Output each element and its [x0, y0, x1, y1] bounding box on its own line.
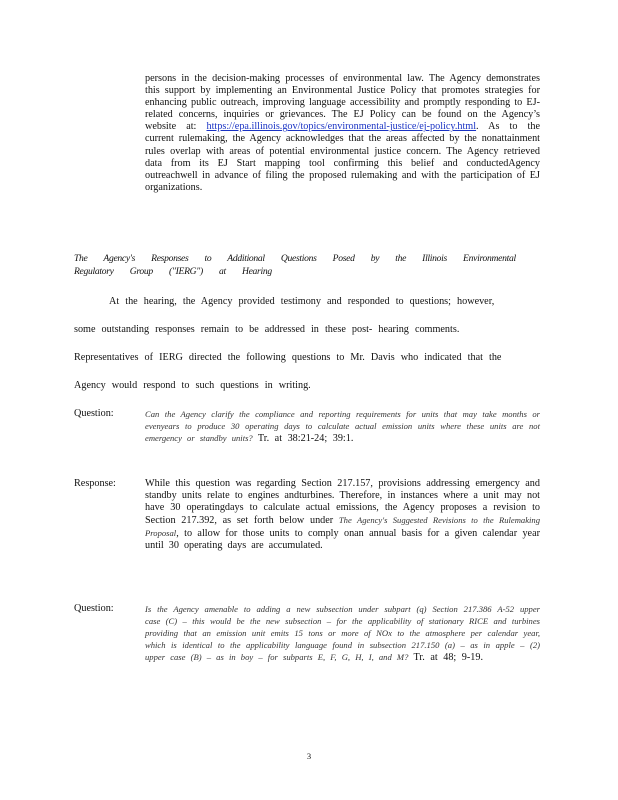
- intro-text-2: . As to the current rulemaking, the Agency acknowledges that the areas affected by the nonattainment rules overlap with areas of potential environmental justice concern. The Agency retrieved data from its EJ Start mapping tool confirming this belief and conductedAgency outreachwell in advance of filing the proposed rulemaking and with the participation of EJ organizations.: [145, 121, 540, 193]
- question-2-text: [145, 603, 540, 664]
- ej-policy-link[interactable]: https://epa.illinois.gov/topics/environmental-justice/ej-policy.html: [206, 121, 477, 133]
- heading-line-2: Regulatory Group ("IERG") at Hearing: [74, 265, 272, 277]
- section-heading: [74, 253, 544, 278]
- question-2-transcript-ref: Tr. at 48; 9-19.: [413, 652, 484, 664]
- response-1-body-b: , to allow for those units to comply onan annual basis for a given calendar year until 30 operating days are accumulated.: [145, 528, 540, 552]
- response-1-body-a: While this question was regarding Section 217.157, provisions addressing emergency and standby units relate to engines andturbines. Therefore, in instances where a unit may not have 30 operatingdays to calculate actual emissions, the Agency proposes a revision to Section 217.392, as set forth below under: [145, 478, 540, 527]
- question-2-label: Question:: [74, 603, 114, 614]
- intro-paragraph: [145, 73, 540, 194]
- response-1-text: [145, 478, 540, 553]
- response-1-label: Response:: [74, 478, 116, 489]
- page-number: 3: [306, 751, 312, 761]
- question-1-body: Can the Agency clarify the compliance and reporting requirements for units that may take months or evenyears to produce 30 operating days to calculate actual emission units where these units are not emergency or standby units?: [145, 409, 540, 444]
- body-line-4: Agency would respond to such questions in writing.: [74, 380, 311, 391]
- question-2-body: Is the Agency amenable to adding a new subsection under subpart (q) Section 217.386 A-52 upper case (C) – this would be the new subsection – for the applicability of stationary RICE and turbines providing that an emission unit emits 15 tons or more of NOx to the atmosphere per calendar year, which is identical to the applicability language found in subsection 217.150 (a) – as in apple – (2) upper case (B) – as in boy – for subparts E, F, G, H, I, and M?: [145, 604, 540, 663]
- question-1-text: [145, 408, 540, 445]
- body-line-2: some outstanding responses remain to be addressed in these post- hearing comments.: [74, 324, 460, 335]
- question-1-transcript-ref: Tr. at 38:21-24; 39:1.: [257, 433, 354, 445]
- question-1-label: Question:: [74, 408, 114, 419]
- intro-text-1: persons in the decision-making processes of environmental law. The Agency demonstrates this support by implementing an Environmental Justice Policy that promotes strategies for enhancing public outreach, improving language accessibility and promptly responding to EJ-related concerns, inquiries or grievances. The EJ Policy can be found on the Agency’s website at:: [145, 73, 540, 133]
- body-line-1: At the hearing, the Agency provided testimony and responded to questions; however,: [109, 296, 495, 307]
- heading-line-1: The Agency's Responses to Additional Questions Posed by the Illinois Environmental: [74, 253, 516, 264]
- response-1-italic-ref: The Agency's Suggested Revisions to the Rulemaking Proposal: [145, 515, 540, 539]
- body-line-3: Representatives of IERG directed the following questions to Mr. Davis who indicated that the: [74, 352, 502, 363]
